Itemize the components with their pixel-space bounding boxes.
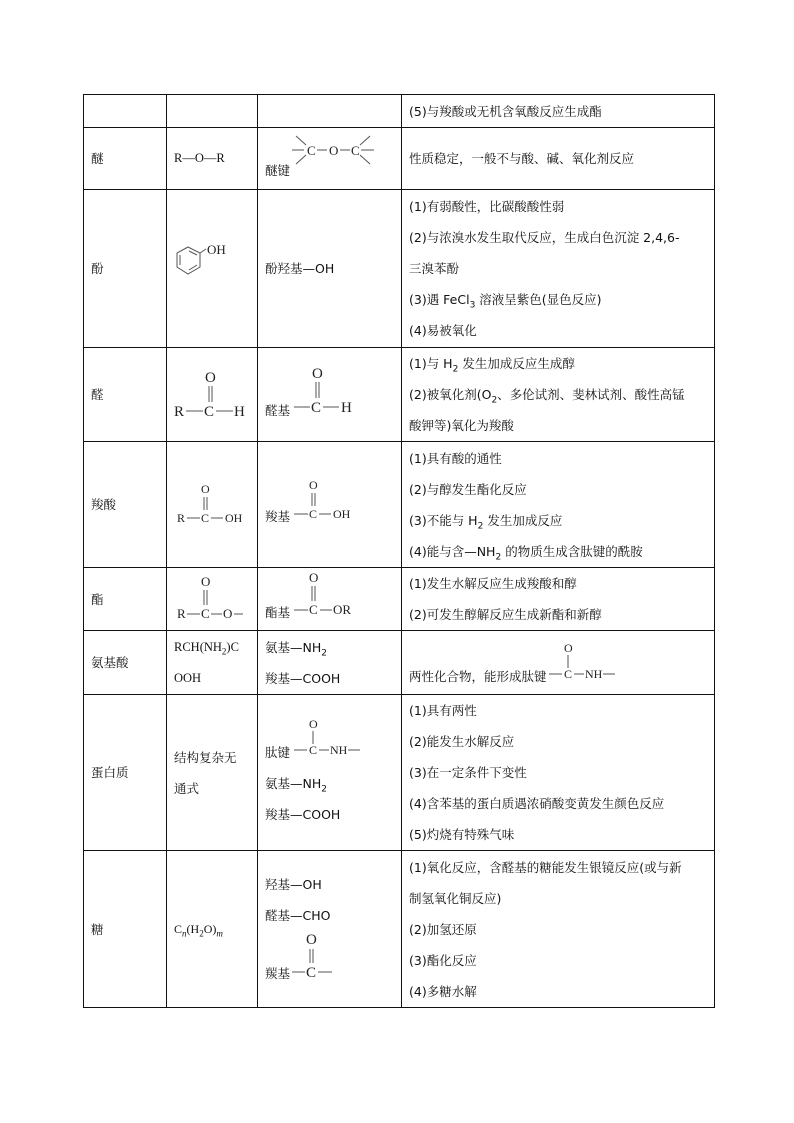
- class-cell: 醛: [84, 348, 167, 442]
- property-line: (4)多糖水解: [409, 983, 477, 999]
- class-cell: 羧酸: [84, 442, 167, 568]
- group-label: 羧基: [265, 508, 291, 524]
- carbonyl-group-structure-icon: [290, 931, 350, 981]
- peptide-bond-structure: [409, 640, 627, 684]
- carboxylic-acid-structure-icon: [175, 482, 255, 528]
- group-label: 酯基: [265, 605, 291, 620]
- formula-line: 结构复杂无: [174, 749, 237, 765]
- property-line: 制氢氧化铜反应): [409, 890, 502, 906]
- property-line: (1)发生水解反应生成羧酸和醇: [409, 576, 577, 591]
- formula-cell: [167, 695, 258, 851]
- property-line: (2)能发生水解反应: [409, 734, 515, 749]
- property-line: (2)与醇发生酯化反应: [409, 481, 527, 497]
- group-cell: [258, 442, 402, 568]
- property-line: (1)氧化反应，含醛基的糖能发生银镜反应(或与新: [409, 859, 682, 875]
- class-cell: 酯: [84, 568, 167, 631]
- property-line: (3)不能与 $H_2$ 发生加成反应: [409, 512, 563, 531]
- svg-text:O: O: [201, 481, 210, 496]
- property-line: (2)加氢还原: [409, 921, 477, 937]
- group-cell: [258, 568, 402, 631]
- svg-text:C: C: [309, 506, 318, 521]
- svg-text:O: O: [563, 640, 573, 655]
- property-line: (1)有弱酸性，比碳酸酸性弱: [409, 199, 565, 214]
- formula-line: OOH: [174, 670, 202, 685]
- aldehyde-structure-icon: [171, 368, 251, 422]
- properties-cell: [402, 190, 715, 348]
- table-row-sugar: [84, 851, 715, 1008]
- table-row-amino-acid: [84, 631, 715, 695]
- svg-text:R: R: [174, 403, 185, 420]
- formula-cell: [167, 190, 258, 348]
- svg-text:OR: OR: [333, 602, 352, 617]
- svg-text:O: O: [306, 932, 317, 948]
- svg-text:C: C: [309, 602, 318, 617]
- svg-text:O: O: [201, 574, 211, 589]
- svg-text:O: O: [329, 142, 339, 158]
- formula-cell: [167, 442, 258, 568]
- organic-compounds-table: [83, 94, 715, 1008]
- property-line: (3)在一定条件下变性: [409, 765, 527, 780]
- ester-structure-icon: [175, 574, 255, 624]
- property-line: (2)与浓溴水发生取代反应，生成白色沉淀 2,4,6-: [409, 230, 680, 245]
- formula-cell: $C_n(H_2O)_m$: [167, 851, 258, 1008]
- svg-text:O: O: [312, 365, 323, 382]
- svg-text:NH: NH: [330, 742, 348, 757]
- group-cell: [258, 631, 402, 695]
- formula-cell: [167, 568, 258, 631]
- property-line: (1)具有酸的通性: [409, 450, 502, 466]
- property-line: (2)被氧化剂($O_2$、多伦试剂、斐林试剂、酸性高锰: [409, 387, 685, 406]
- properties-cell: [402, 442, 715, 568]
- property-line: 酸钾等)氧化为羧酸: [409, 418, 514, 433]
- peptide-bond-group-structure-icon: [290, 716, 370, 760]
- property-line: (1)具有两性: [409, 703, 477, 718]
- properties-cell: [402, 95, 715, 128]
- table-row-ether: [84, 128, 715, 190]
- property-line: (1)与 $H_2$ 发生加成反应生成醇: [409, 356, 575, 375]
- svg-text:C: C: [201, 510, 210, 525]
- properties-cell: [402, 348, 715, 442]
- class-cell: 醚: [84, 128, 167, 190]
- svg-text:O: O: [309, 570, 319, 585]
- class-cell: 糖: [84, 851, 167, 1008]
- group-line: 羟基—OH: [265, 877, 322, 892]
- peptide-bond-structure-icon: [547, 640, 627, 684]
- property-line: (3)酯化反应: [409, 952, 477, 968]
- svg-text:OH: OH: [207, 241, 226, 257]
- ester-group-structure: [265, 570, 362, 620]
- carboxyl-group-structure-icon: [290, 478, 362, 524]
- group-cell: 酚羟基—OH: [258, 190, 402, 348]
- class-cell: 酚: [84, 190, 167, 348]
- carboxyl-group-structure: [265, 478, 362, 524]
- group-line: 羧基—COOH: [265, 670, 341, 686]
- svg-text:H: H: [341, 399, 352, 416]
- ether-bond-structure-icon: [290, 126, 380, 178]
- aldehyde-group-structure-icon: [290, 364, 362, 418]
- group-line: 醛基—CHO: [265, 908, 331, 923]
- svg-text:H: H: [234, 403, 245, 420]
- svg-text:C: C: [306, 965, 317, 981]
- properties-cell: [402, 695, 715, 851]
- table-row-carboxylic-acid: [84, 442, 715, 568]
- formula-line: $RCH(NH_2)C$: [174, 639, 239, 656]
- table-row-alcohol-continued: [84, 95, 715, 128]
- properties-cell: [402, 128, 715, 190]
- group-label: 肽键: [265, 744, 291, 760]
- svg-text:C: C: [311, 399, 322, 416]
- formula-cell: [167, 348, 258, 442]
- class-cell: 蛋白质: [84, 695, 167, 851]
- svg-text:R: R: [177, 510, 186, 525]
- group-cell: [258, 95, 402, 128]
- table-row-protein: [84, 695, 715, 851]
- group-cell: [258, 851, 402, 1008]
- property-line: (4)能与含$—NH_2$ 的物质生成含肽键的酰胺: [409, 543, 643, 562]
- table-row-ester: [84, 568, 715, 631]
- svg-text:OH: OH: [225, 510, 243, 525]
- svg-text:OH: OH: [333, 506, 351, 521]
- formula-line: 通式: [174, 780, 200, 796]
- formula-cell: [167, 95, 258, 128]
- svg-text:C: C: [307, 142, 316, 158]
- group-line: 羧基—COOH: [265, 806, 341, 822]
- svg-text:C: C: [309, 742, 318, 757]
- property-line: (2)可发生醇解反应生成新酯和新醇: [409, 607, 602, 622]
- properties-cell: [402, 568, 715, 631]
- property-line: (5)灼烧有特殊气味: [409, 827, 515, 842]
- svg-text:C: C: [204, 403, 215, 420]
- class-cell: 氨基酸: [84, 631, 167, 695]
- svg-text:O: O: [309, 716, 318, 731]
- properties-cell: [402, 851, 715, 1008]
- formula-cell: [167, 631, 258, 695]
- group-cell: [258, 348, 402, 442]
- group-line: 氨基$—NH_2$: [265, 775, 327, 794]
- carbonyl-group-structure: [265, 931, 350, 981]
- table-row-aldehyde: [84, 348, 715, 442]
- group-label: 醚键: [265, 162, 291, 178]
- property-line: 性质稳定，一般不与酸、碱、氧化剂反应: [409, 151, 635, 166]
- svg-text:O: O: [223, 606, 233, 621]
- properties-cell: [402, 631, 715, 695]
- svg-text:O: O: [309, 477, 318, 492]
- class-cell: [84, 95, 167, 128]
- property-line: 三溴苯酚: [409, 261, 460, 276]
- property-line: (5)与羧酸或无机含氧酸反应生成酯: [409, 103, 602, 119]
- group-line: 氨基$—NH_2$: [265, 639, 327, 658]
- svg-text:C: C: [563, 666, 572, 681]
- svg-text:NH: NH: [584, 666, 602, 681]
- property-line: (3)遇 FeCl$_3$ 溶液呈紫色(显色反应): [409, 292, 602, 311]
- property-line: (4)含苯基的蛋白质遇浓硝酸变黄发生颜色反应: [409, 796, 665, 811]
- group-label: 羰基: [265, 966, 291, 981]
- aldehyde-group-structure: [265, 364, 362, 418]
- table-row-phenol: [84, 190, 715, 348]
- svg-text:C: C: [201, 606, 210, 621]
- property-line: 两性化合物，能形成肽键: [409, 668, 547, 684]
- ester-group-structure-icon: [290, 570, 362, 620]
- group-cell: [258, 128, 402, 190]
- property-line: (4)易被氧化: [409, 323, 477, 338]
- formula-cell: R—O—R: [167, 128, 258, 190]
- group-label: 醛基: [265, 402, 291, 418]
- ether-bond-structure: [265, 132, 380, 178]
- svg-text:O: O: [205, 369, 216, 386]
- phenol-ring-structure-icon: [176, 243, 248, 287]
- svg-text:C: C: [351, 142, 360, 158]
- peptide-bond-group-structure: [265, 716, 370, 760]
- group-cell: [258, 695, 402, 851]
- svg-text:R: R: [177, 606, 186, 621]
